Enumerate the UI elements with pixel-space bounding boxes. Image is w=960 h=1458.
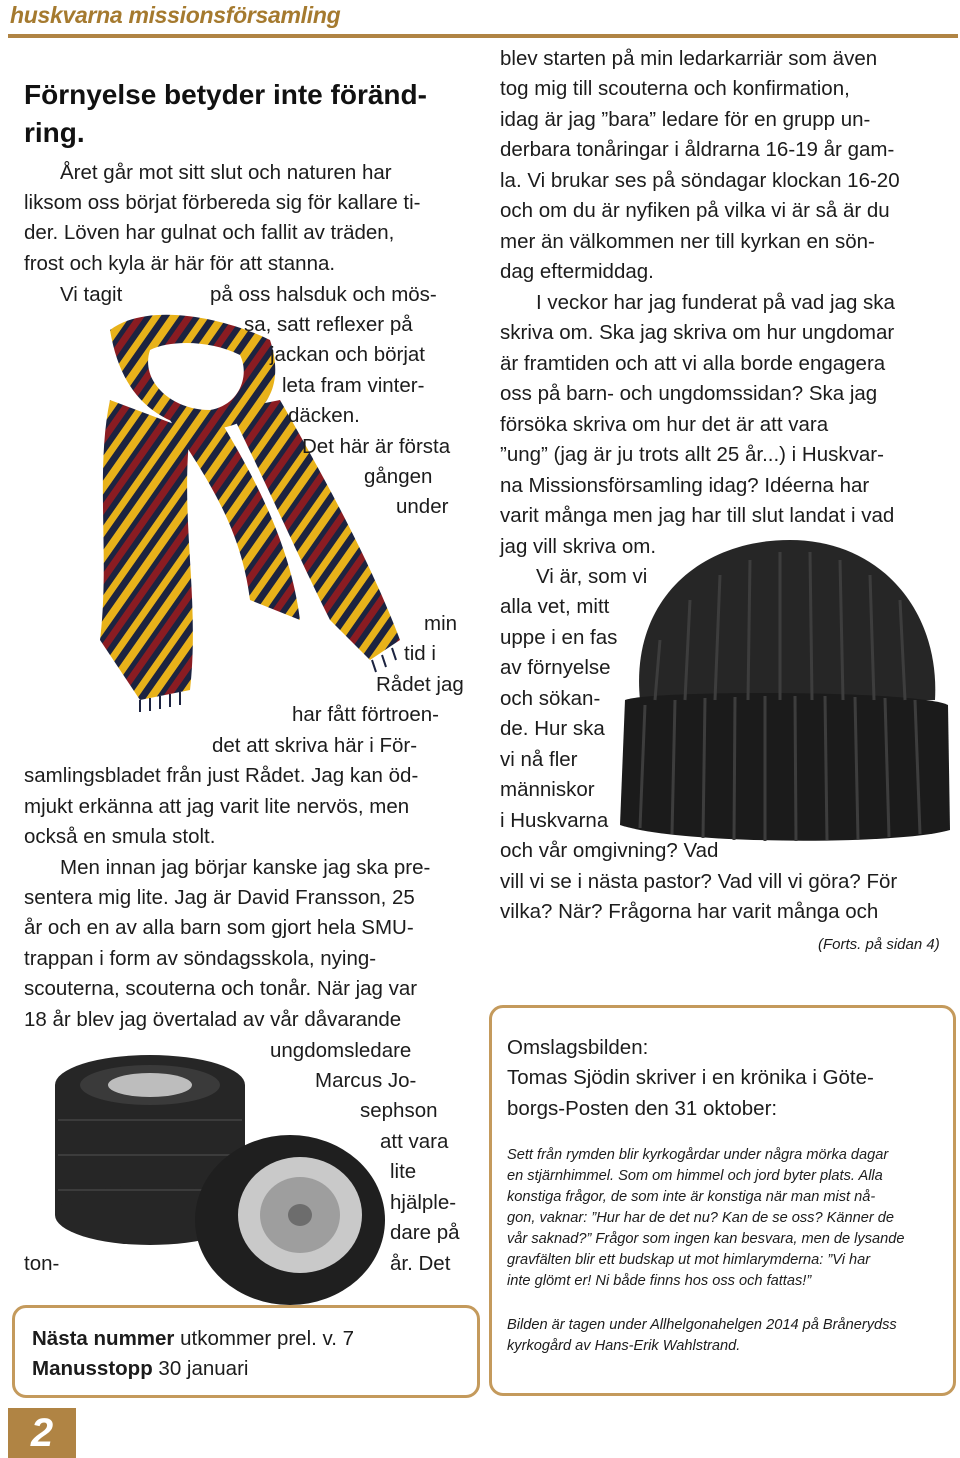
body-line: de. Hur ska (500, 717, 605, 740)
page-number: 2 (8, 1408, 76, 1458)
body-line: oss på barn- och ungdomssidan? Ska jag (500, 382, 878, 405)
body-line: blev starten på min ledarkarriär som även (500, 47, 878, 70)
body-line: är framtiden och att vi alla borde engagera (500, 352, 886, 375)
deadline-label: Manusstopp (32, 1357, 153, 1380)
body-line: frost och kyla är här för att stanna. (24, 252, 336, 275)
article-title-line: Förnyelse betyder inte föränd- (24, 79, 427, 110)
body-line: försöka skriva om hur det är att vara (500, 413, 829, 436)
body-line: under (396, 495, 449, 518)
body-line: människor (500, 778, 595, 801)
body-line: av förnyelse (500, 656, 611, 679)
body-line: år. Det (390, 1252, 451, 1275)
body-line: har fått förtroen- (292, 703, 439, 726)
body-line: sentera mig lite. Jag är David Fransson, 25 (24, 886, 415, 909)
body-line: tog mig till scouterna och konfirmation, (500, 77, 850, 100)
body-line: däcken. (288, 404, 360, 427)
photo-credit-line: kyrkogård av Hans-Erik Wahlstrand. (507, 1338, 741, 1354)
body-line: Vi tagit (60, 283, 123, 306)
body-line: liksom oss börjat förbereda sig för kallare ti- (24, 191, 421, 214)
quote-line: gravfälten blir ett budskap ut mot himlarymderna: ”Vi har (507, 1252, 871, 1268)
body-line: varit många men jag har till slut landat i vad (500, 504, 895, 527)
body-line: Det här är första (302, 435, 451, 458)
body-line: derbara tonåringar i åldrarna 16-19 år gam- (500, 138, 895, 161)
body-line: vi nå fler (500, 748, 578, 771)
article-title-line: ring. (24, 117, 85, 148)
body-line: hjälple- (390, 1191, 457, 1214)
quote-line: Sett från rymden blir kyrkogårdar under några mörka dagar (507, 1147, 889, 1163)
body-line: Rådet jag (376, 673, 464, 696)
next-issue-week: utkommer prel. v. 7 (174, 1327, 355, 1350)
quote-line: inte glömt er! Ni både finns hos oss och fattas!” (507, 1273, 812, 1289)
cover-heading-line: Omslagsbilden: (507, 1036, 649, 1059)
body-line: vill vi se i nästa pastor? Vad vill vi göra? För (500, 870, 898, 893)
body-line: I veckor har jag funderat på vad jag ska (536, 291, 895, 314)
body-line: på oss halsduk och mös- (210, 283, 437, 306)
body-line: det att skriva här i För- (212, 734, 418, 757)
body-line: att vara (380, 1130, 449, 1153)
body-line: mjukt erkänna att jag varit lite nervös, men (24, 795, 410, 818)
body-line: och vår omgivning? Vad (500, 839, 719, 862)
body-line: vilka? När? Frågorna har varit många och (500, 900, 879, 923)
deadline-date: 30 januari (152, 1357, 249, 1380)
body-line: ungdomsledare (270, 1039, 412, 1062)
quote-line: en stjärnhimmel. Som om himmel och jord byter plats. Alla (507, 1168, 883, 1184)
body-line: min (424, 612, 458, 635)
body-line: la. Vi brukar ses på söndagar klockan 16-20 (500, 169, 900, 192)
body-line: der. Löven har gulnat och fallit av träden, (24, 221, 395, 244)
body-line: också en smula stolt. (24, 825, 216, 848)
body-line: dag eftermiddag. (500, 260, 654, 283)
body-line: sa, satt reflexer på (244, 313, 413, 336)
body-line: och om du är nyfiken på vilka vi är så är du (500, 199, 890, 222)
next-issue-label: Nästa nummer (32, 1327, 175, 1350)
body-line: samlingsbladet från just Rådet. Jag kan öd- (24, 764, 419, 787)
photo-credit-line: Bilden är tagen under Allhelgonahelgen 2014 på Brånerydss (507, 1317, 897, 1333)
body-line: skriva om. Ska jag skriva om hur ungdomar (500, 321, 895, 344)
cover-heading-line: Tomas Sjödin skriver i en krönika i Göte- (507, 1066, 874, 1089)
body-line: leta fram vinter- (282, 374, 425, 397)
quote-line: gon, vaknar: ”Hur har de det nu? Kan de se oss? Känner de (507, 1210, 894, 1226)
body-line: Marcus Jo- (315, 1069, 417, 1092)
body-line: Vi är, som vi (536, 565, 648, 588)
body-line: år och en av alla barn som gjort hela SMU- (24, 916, 414, 939)
body-line: ”ung” (jag är ju trots allt 25 år...) i Huskvar- (500, 443, 884, 466)
body-line: jag vill skriva om. (500, 535, 657, 558)
body-line: i Huskvarna (500, 809, 609, 832)
body-line: scouterna, scouterna och tonår. När jag var (24, 977, 418, 1000)
body-line: alla vet, mitt (500, 595, 610, 618)
body-line: och sökan- (500, 687, 601, 710)
body-line: jackan och börjat (270, 343, 425, 366)
body-line: Men innan jag börjar kanske jag ska pre- (60, 856, 431, 879)
body-line: ton- (24, 1252, 60, 1275)
body-line: na Missionsförsamling idag? Idéerna har (500, 474, 870, 497)
publication-header: huskvarna missionsförsamling (10, 2, 341, 28)
continued-note: (Forts. på sidan 4) (818, 936, 940, 953)
body-line: lite (390, 1160, 417, 1183)
body-line: trappan i form av söndagsskola, nying- (24, 947, 377, 970)
body-line: dare på (390, 1221, 460, 1244)
body-line: tid i (404, 642, 436, 665)
quote-line: konstiga frågor, de som inte är konstiga när man mist nå- (507, 1189, 876, 1205)
body-line: 18 år blev jag övertalad av vår dåvarande (24, 1008, 402, 1031)
body-line: Året går mot sitt slut och naturen har (60, 161, 392, 184)
body-line: sephson (360, 1099, 438, 1122)
quote-line: vår saknad?” Frågor som ingen kan besvara, men de lysande (507, 1231, 905, 1247)
body-line: uppe i en fas (500, 626, 618, 649)
cover-info-box (489, 1005, 956, 1396)
body-line: gången (364, 465, 433, 488)
cover-heading-line: borgs-Posten den 31 oktober: (507, 1097, 778, 1120)
body-line: mer än välkommen ner till kyrkan en sön- (500, 230, 875, 253)
body-line: idag är jag ”bara” ledare för en grupp un- (500, 108, 871, 131)
